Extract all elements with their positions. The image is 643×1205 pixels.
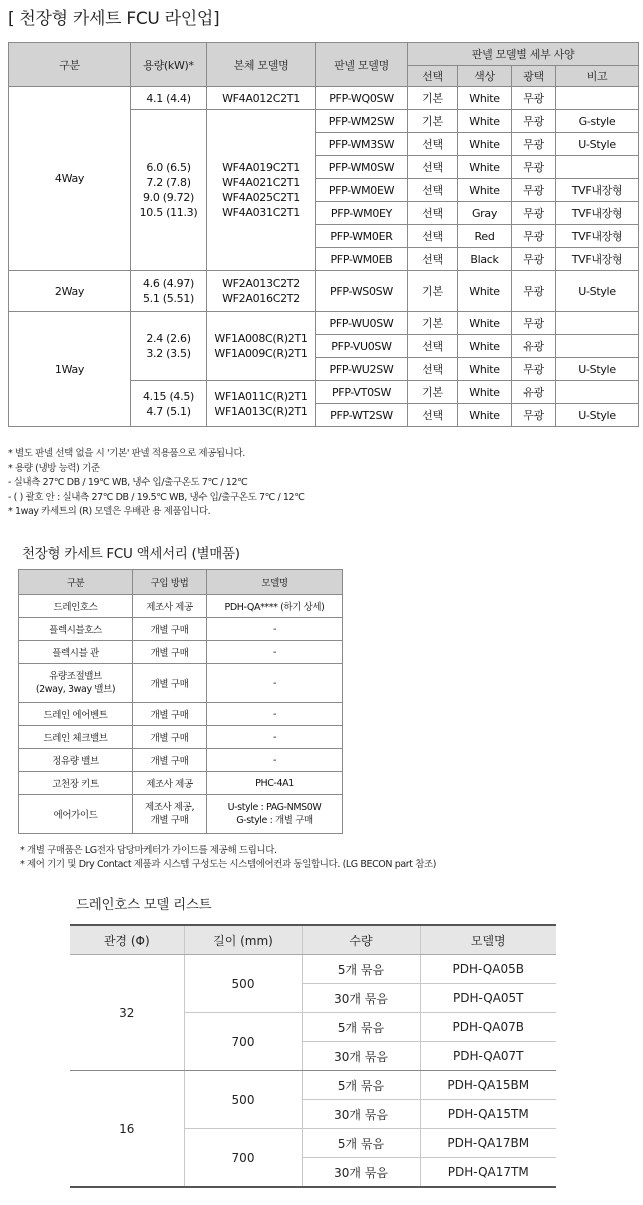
fcu-lineup-table [8,42,639,427]
model-cell: PDH-QA07T [420,1042,556,1071]
item-name-cell: 드레인 체크밸브 [19,726,133,749]
item-name-cell: 드레인 에어벤트 [19,703,133,726]
select-cell: 선택 [408,225,458,248]
item-name-cell: 고천장 키트 [19,772,133,795]
body-model-value: WF1A009C(R)2T1 [214,347,308,360]
table-row [9,271,639,312]
capacity-value: 6.0 (6.5) [146,161,191,174]
model-cell: - [207,726,343,749]
quantity-cell: 30개 묶음 [302,1100,420,1129]
panel-model-cell: PFP-WT2SW [316,404,408,427]
body-model-value: WF2A013C2T2 [222,277,300,290]
body-model-value: WF2A016C2T2 [222,292,300,305]
table-row [9,87,639,110]
col-header-length: 길이 (mm) [184,925,302,955]
table-row [19,641,343,664]
color-cell: White [458,312,512,335]
select-cell: 선택 [408,358,458,381]
gloss-cell: 무광 [512,133,556,156]
length-cell: 700 [184,1129,302,1188]
model-cell: PDH-QA07B [420,1013,556,1042]
color-cell: White [458,335,512,358]
diameter-cell: 32 [70,955,184,1071]
note-cell: TVF내장형 [556,248,639,271]
quantity-cell: 5개 묶음 [302,1071,420,1100]
note-line: * 별도 판넬 선택 없을 시 '기본' 판넬 적용품으로 제공됩니다. [8,448,245,459]
gloss-cell: 무광 [512,248,556,271]
color-cell: Black [458,248,512,271]
accessory-title: 천장형 카세트 FCU 액세서리 (별매품) [22,546,240,562]
panel-model-cell: PFP-WM0EW [316,179,408,202]
color-cell: White [458,156,512,179]
group-label-1way: 1Way [9,312,131,427]
accessory-notes [20,844,436,872]
note-cell: U-Style [556,271,639,312]
model-cell: PHC-4A1 [207,772,343,795]
note-line: * 1way 카세트의 (R) 모델은 우배관 용 제품입니다. [8,506,211,517]
gloss-cell: 무광 [512,404,556,427]
col-header-panel-detail: 판넬 모델별 세부 사양 [408,43,639,66]
gloss-cell: 유광 [512,381,556,404]
note-line: * 용량 (냉방 능력) 기준 [8,462,100,474]
quantity-cell: 5개 묶음 [302,1129,420,1158]
select-cell: 기본 [408,110,458,133]
select-cell: 기본 [408,271,458,312]
item-name-cell: 플렉시블호스 [19,618,133,641]
accessory-table [18,569,343,834]
model-cell [207,795,343,834]
gloss-cell: 무광 [512,156,556,179]
body-model-cell: WF4A012C2T1 [207,87,316,110]
lineup-notes [8,447,304,520]
table-row [19,618,343,641]
quantity-cell: 30개 묶음 [302,1042,420,1071]
method-cell: 제조사 제공 [133,772,207,795]
method-cell: 개별 구매 [133,641,207,664]
page-title: [ 천장형 카세트 FCU 라인업] [8,9,220,29]
select-cell: 선택 [408,335,458,358]
col-header-diameter: 관경 (Φ) [70,925,184,955]
model-cell: - [207,664,343,703]
capacity-cell [131,110,207,271]
capacity-value: 7.2 (7.8) [146,176,191,189]
note-cell [556,335,639,358]
model-cell: PDH-QA15TM [420,1100,556,1129]
gloss-cell: 무광 [512,358,556,381]
note-cell: U-Style [556,133,639,156]
body-model-cell [207,271,316,312]
gloss-cell: 무광 [512,312,556,335]
note-cell [556,87,639,110]
note-cell: G-style [556,110,639,133]
model-cell: - [207,749,343,772]
capacity-cell [131,312,207,381]
table-row [19,664,343,703]
length-cell: 500 [184,1071,302,1129]
color-cell: White [458,179,512,202]
capacity-cell [131,381,207,427]
method-cell: 개별 구매 [133,618,207,641]
panel-model-cell: PFP-VU0SW [316,335,408,358]
panel-model-cell: PFP-WM2SW [316,110,408,133]
panel-model-cell: PFP-WQ0SW [316,87,408,110]
capacity-value: 4.15 (4.5) [142,389,195,403]
method-cell [133,795,207,834]
color-cell: White [458,381,512,404]
table-row [19,795,343,834]
model-cell: PDH-QA17BM [420,1129,556,1158]
capacity-value: 2.4 (2.6) [146,332,191,345]
select-cell: 선택 [408,248,458,271]
color-cell: White [458,358,512,381]
capacity-value: 4.6 (4.97) [142,277,195,290]
method-cell: 개별 구매 [133,703,207,726]
panel-model-cell: PFP-WS0SW [316,271,408,312]
color-cell: Gray [458,202,512,225]
note-line: - 실내측 27℃ DB / 19℃ WB, 냉수 입/출구온도 7℃ / 12℃ [8,477,248,488]
col-header-color: 색상 [458,66,512,87]
drain-hose-table [70,924,556,1188]
col-header-panel-model: 판넬 모델명 [316,43,408,87]
method-cell: 개별 구매 [133,664,207,703]
body-model-value: WF4A019C2T1 [222,161,300,174]
item-name-cell [19,664,133,703]
table-row [19,772,343,795]
col-header-select: 선택 [408,66,458,87]
model-cell: - [207,641,343,664]
col-header-method: 구입 방법 [133,570,207,595]
gloss-cell: 무광 [512,179,556,202]
capacity-value: 9.0 (9.72) [142,191,195,204]
col-header-quantity: 수량 [302,925,420,955]
table-row [70,1071,556,1100]
gloss-cell: 무광 [512,110,556,133]
col-header-note: 비고 [556,66,639,87]
select-cell: 선택 [408,404,458,427]
select-cell: 기본 [408,312,458,335]
item-name-cell: 플렉시블 관 [19,641,133,664]
model-cell: PDH-QA17TM [420,1158,556,1188]
panel-model-cell: PFP-WU2SW [316,358,408,381]
select-cell: 선택 [408,202,458,225]
color-cell: Red [458,225,512,248]
table-row [70,955,556,984]
method-cell: 개별 구매 [133,749,207,772]
capacity-value: 10.5 (11.3) [139,206,198,219]
note-line: - ( ) 괄호 안 : 실내측 27℃ DB / 19.5℃ WB, 냉수 입/출구온도 7℃ / 12℃ [8,491,305,503]
body-model-value: WF1A008C(R)2T1 [214,332,308,345]
select-cell: 선택 [408,156,458,179]
capacity-cell: 4.1 (4.4) [131,87,207,110]
panel-model-cell: PFP-VT0SW [316,381,408,404]
model-line: U-style : PAG-NMS0W [227,802,322,813]
color-cell: White [458,87,512,110]
group-label-2way: 2Way [9,271,131,312]
quantity-cell: 5개 묶음 [302,1013,420,1042]
panel-model-cell: PFP-WM0EB [316,248,408,271]
panel-model-cell: PFP-WM0EY [316,202,408,225]
select-cell: 기본 [408,381,458,404]
select-cell: 기본 [408,87,458,110]
table-row [19,726,343,749]
note-line: * 제어 기기 및 Dry Contact 제품과 시스템 구성도는 시스템에어컨과 동일합니다. (LG BECON part 참조) [20,859,437,870]
note-line: * 개별 구매품은 LG전자 담당마케터가 가이드를 제공해 드립니다. [20,845,277,856]
gloss-cell: 무광 [512,271,556,312]
note-cell: TVF내장형 [556,202,639,225]
color-cell: White [458,404,512,427]
panel-model-cell: PFP-WM0SW [316,156,408,179]
body-model-value: WF4A025C2T1 [222,191,300,204]
capacity-value: 5.1 (5.51) [142,292,195,305]
col-header-model: 모델명 [420,925,556,955]
color-cell: White [458,110,512,133]
note-cell: U-Style [556,404,639,427]
col-header-body-model: 본체 모델명 [207,43,316,87]
gloss-cell: 무광 [512,225,556,248]
col-header-gubun: 구분 [9,43,131,87]
diameter-cell: 16 [70,1071,184,1188]
method-line: 개별 구매 [150,815,189,826]
item-name-cell: 정유량 밸브 [19,749,133,772]
model-cell: - [207,618,343,641]
item-name-line: (2way, 3way 밸브) [35,684,116,695]
table-row [9,312,639,335]
col-header-model: 모델명 [207,570,343,595]
note-cell: TVF내장형 [556,179,639,202]
note-cell [556,381,639,404]
table-row [19,703,343,726]
note-cell [556,312,639,335]
panel-model-cell: PFP-WU0SW [316,312,408,335]
model-cell: PDH-QA05B [420,955,556,984]
col-header-gloss: 광택 [512,66,556,87]
quantity-cell: 30개 묶음 [302,984,420,1013]
quantity-cell: 30개 묶음 [302,1158,420,1188]
item-name-cell: 드레인호스 [19,595,133,618]
note-cell [556,156,639,179]
model-line: G-style : 개별 구매 [236,815,313,826]
select-cell: 선택 [408,133,458,156]
panel-model-cell: PFP-WM3SW [316,133,408,156]
method-cell: 제조사 제공 [133,595,207,618]
body-model-cell [207,312,316,381]
panel-model-cell: PFP-WM0ER [316,225,408,248]
col-header-capacity: 용량(kW)* [131,43,207,87]
color-cell: White [458,133,512,156]
body-model-value: WF1A011C(R)2T1 [214,389,308,403]
gloss-cell: 유광 [512,335,556,358]
group-label-4way: 4Way [9,87,131,271]
col-header-gubun: 구분 [19,570,133,595]
quantity-cell: 5개 묶음 [302,955,420,984]
body-model-value: WF4A031C2T1 [222,206,300,219]
item-name-cell: 에어가이드 [19,795,133,834]
gloss-cell: 무광 [512,87,556,110]
note-cell: TVF내장형 [556,225,639,248]
model-cell: PDH-QA05T [420,984,556,1013]
length-cell: 500 [184,955,302,1013]
method-line: 제조사 제공, [144,802,195,813]
method-cell: 개별 구매 [133,726,207,749]
table-row [19,595,343,618]
model-cell: PDH-QA**** (하기 상세) [207,595,343,618]
body-model-cell [207,110,316,271]
table-row [19,749,343,772]
model-cell: - [207,703,343,726]
body-model-value: WF1A013C(R)2T1 [214,404,308,418]
gloss-cell: 무광 [512,202,556,225]
capacity-value: 3.2 (3.5) [146,347,191,360]
length-cell: 700 [184,1013,302,1071]
item-name-line: 유량조절밸브 [49,671,102,682]
select-cell: 선택 [408,179,458,202]
body-model-value: WF4A021C2T1 [222,176,300,189]
note-cell: U-Style [556,358,639,381]
body-model-cell [207,381,316,427]
color-cell: White [458,271,512,312]
capacity-cell [131,271,207,312]
model-cell: PDH-QA15BM [420,1071,556,1100]
capacity-value: 4.7 (5.1) [146,404,191,418]
drain-hose-title: 드레인호스 모델 리스트 [76,897,212,913]
